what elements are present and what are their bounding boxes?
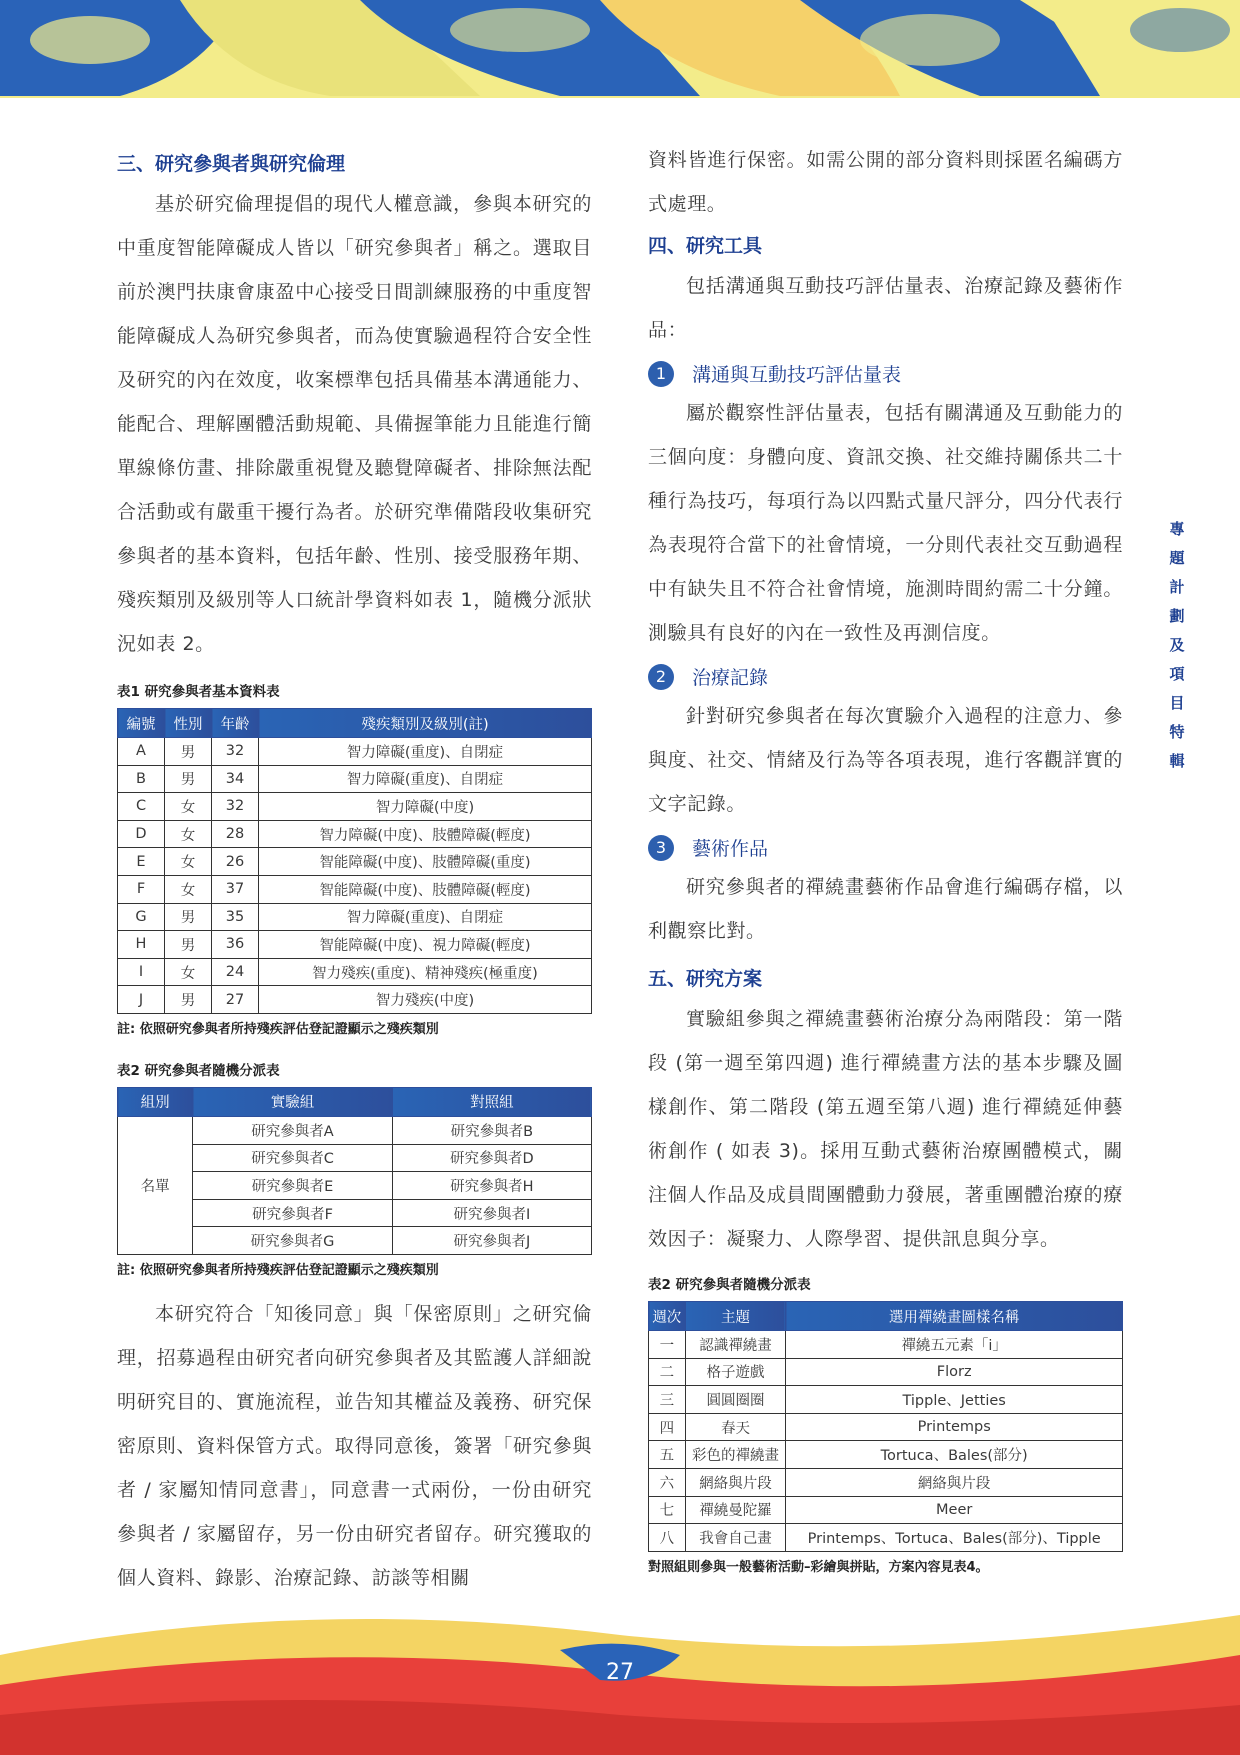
table-cell: 格子遊戲 [685, 1358, 786, 1386]
table1-caption: 表1 研究參與者基本資料表 [117, 684, 280, 700]
table-cell: 智力障礙(重度)、自閉症 [259, 903, 592, 931]
sidebar-char: 專 [1169, 520, 1185, 538]
table2-note: 註: 依照研究參與者所持殘疾評估登記證顯示之殘疾類別 [117, 1262, 439, 1278]
table-row [649, 1524, 1123, 1552]
table1-note: 註: 依照研究參與者所持殘疾評估登記證顯示之殘疾類別 [117, 1021, 439, 1037]
table-cell: 一 [649, 1331, 686, 1359]
table-cell: 35 [212, 903, 259, 931]
consent-paragraph: 本研究符合「知後同意」與「保密原則」之研究倫理，招募過程由研究者向研究參與者及其監護人詳細說明研究目的、實施流程，並告知其權益及義務、研究保密原則、資料保管方式。取得同意後，簽署「研究參與者 / 家屬知情同意書」，同意書一式兩份，一份由研究參與者 / 家屬留存，另一份由研究者留存。研究獲取的個人資料、錄影、治療記錄、訪談等相關 [117, 1302, 592, 1589]
table-cell: 智力殘疾(中度) [259, 986, 592, 1014]
table-cell: 研究參與者J [392, 1227, 591, 1255]
table-cell: 五 [649, 1441, 686, 1469]
table-cell: 男 [165, 903, 212, 931]
section3-paragraph: 基於研究倫理提倡的現代人權意識，參與本研究的中重度智能障礙成人皆以「研究參與者」稱之。選取目前於澳門扶康會康盈中心接受日間訓練服務的中重度智能障礙成人為研究參與者，而為使實驗過程符合安全性及研究的內在效度，收案標準包括具備基本溝通能力、能配合、理解團體活動規範、具備握筆能力且能進行簡單線條仿畫、排除嚴重視覺及聽覺障礙者、排除無法配合活動或有嚴重干擾行為者。於研究準備階段收集研究參與者的基本資料，包括年齡、性別、接受服務年期、殘疾類別及級別等人口統計學資料如表 1，隨機分派狀況如表 2。 [117, 193, 592, 655]
table-header-cell: 週次 [649, 1302, 686, 1331]
table-cell: 28 [212, 820, 259, 848]
group-label-cell: 名單 [118, 1116, 193, 1254]
table-cell: G [118, 903, 165, 931]
table-cell: 男 [165, 738, 212, 766]
table-cell: 研究參與者G [193, 1227, 392, 1255]
table-cell: 女 [165, 793, 212, 821]
table-cell: 女 [165, 875, 212, 903]
sidebar-char: 題 [1169, 549, 1185, 567]
table-cell: 禪繞五元素「i」 [786, 1331, 1123, 1359]
sidebar-char: 計 [1169, 578, 1185, 596]
section3-title: 三、研究參與者與研究倫理 [117, 153, 346, 175]
table-cell: 智力殘疾(重度)、精神殘疾(極重度) [259, 958, 592, 986]
table-cell: 四 [649, 1413, 686, 1441]
table-cell: 八 [649, 1524, 686, 1552]
section5-paragraph: 實驗組參與之禪繞畫藝術治療分為兩階段：第一階段 (第一週至第四週) 進行禪繞畫方法的基本步驟及圖樣創作、第二階段 (第五週至第八週) 進行禪繞延伸藝術創作 ( 如表 3)。採用互動式藝術治療團體模式，關注個人作品及成員間團體動力發展，著重團體治療的療效因子：凝聚力、人際學習、提供訊息與分享。 [648, 1008, 1123, 1250]
table-row [649, 1358, 1123, 1386]
table-cell: 智能障礙(中度)、肢體障礙(輕度) [259, 875, 592, 903]
participant-table [117, 708, 592, 1014]
table-cell: Printemps、Tortuca、Bales(部分)、Tipple [786, 1524, 1123, 1552]
table-cell: 32 [212, 793, 259, 821]
table-row [649, 1468, 1123, 1496]
table-cell: B [118, 765, 165, 793]
sidebar-char: 特 [1169, 723, 1185, 741]
table-cell: Tipple、Jetties [786, 1386, 1123, 1414]
table-row [649, 1413, 1123, 1441]
continued-paragraph: 資料皆進行保密。如需公開的部分資料則採匿名編碼方式處理。 [648, 149, 1123, 215]
table-row [118, 986, 592, 1014]
table-cell: 彩色的禪繞畫 [685, 1441, 786, 1469]
table-cell: Florz [786, 1358, 1123, 1386]
table-cell: 女 [165, 820, 212, 848]
table-cell: 圓圓圈圈 [685, 1386, 786, 1414]
tool3-heading [648, 834, 1123, 861]
table-cell: 智力障礙(中度) [259, 793, 592, 821]
table-cell: 研究參與者D [392, 1144, 591, 1172]
table-cell: Meer [786, 1496, 1123, 1524]
table-cell: 研究參與者B [392, 1116, 591, 1144]
number-badge-3: 3 [648, 835, 674, 861]
left-column [117, 150, 592, 1600]
table-row [118, 848, 592, 876]
table-row [118, 765, 592, 793]
table-cell: A [118, 738, 165, 766]
table-cell: 研究參與者A [193, 1116, 392, 1144]
program-table [648, 1301, 1123, 1552]
table2-caption: 表2 研究參與者隨機分派表 [117, 1062, 280, 1079]
table-cell: J [118, 986, 165, 1014]
tool1-title: 溝通與互動技巧評估量表 [692, 364, 902, 386]
sidebar-char: 輯 [1169, 752, 1185, 770]
assignment-table [117, 1087, 592, 1255]
table-cell: D [118, 820, 165, 848]
table-cell: 智力障礙(中度)、肢體障礙(輕度) [259, 820, 592, 848]
table-cell: 24 [212, 958, 259, 986]
table-cell: 女 [165, 848, 212, 876]
table-header-cell: 選用禪繞畫圖樣名稱 [786, 1302, 1123, 1331]
table-cell: 三 [649, 1386, 686, 1414]
table-cell: 春天 [685, 1413, 786, 1441]
sidebar-label [1165, 518, 1189, 779]
sidebar-char: 及 [1169, 636, 1185, 654]
table-cell: Printemps [786, 1413, 1123, 1441]
table-cell: 研究參與者C [193, 1144, 392, 1172]
table-header-cell: 實驗組 [193, 1087, 392, 1116]
table3-caption: 表2 研究參與者隨機分派表 [648, 1277, 811, 1293]
number-badge-2: 2 [648, 664, 674, 690]
table-cell: 男 [165, 765, 212, 793]
table-cell: 37 [212, 875, 259, 903]
table-cell: 智力障礙(重度)、自閉症 [259, 738, 592, 766]
table-row [118, 958, 592, 986]
table-cell: H [118, 931, 165, 959]
table-header-cell: 組別 [118, 1087, 193, 1116]
table-row [118, 1116, 592, 1144]
table-row [118, 738, 592, 766]
sidebar-char: 劃 [1169, 607, 1185, 625]
table-row [649, 1496, 1123, 1524]
leaf-banner [0, 0, 1240, 98]
table-row [649, 1331, 1123, 1359]
section4-title: 四、研究工具 [648, 235, 763, 257]
table-row [118, 820, 592, 848]
table-row [649, 1441, 1123, 1469]
tool3-paragraph: 研究參與者的禪繞畫藝術作品會進行編碼存檔，以利觀察比對。 [648, 876, 1123, 942]
table-cell: 研究參與者F [193, 1199, 392, 1227]
table-header-cell: 性別 [165, 709, 212, 738]
tool2-paragraph: 針對研究參與者在每次實驗介入過程的注意力、參與度、社交、情緒及行為等各項表現，進行客觀詳實的文字記錄。 [648, 705, 1123, 815]
tool1-paragraph: 屬於觀察性評估量表，包括有關溝通及互動能力的三個向度：身體向度、資訊交換、社交維持關係共二十種行為技巧，每項行為以四點式量尺評分，四分代表行為表現符合當下的社會情境，一分則代表社交互動過程中有缺失且不符合社會情境，施測時間約需二十分鐘。測驗具有良好的內在一致性及再測信度。 [648, 402, 1123, 644]
table-row [118, 931, 592, 959]
table-cell: 26 [212, 848, 259, 876]
table-header-cell: 對照組 [392, 1087, 591, 1116]
table-header-cell: 主題 [685, 1302, 786, 1331]
table-cell: 女 [165, 958, 212, 986]
page-number: 27 [606, 1660, 634, 1685]
table-header-cell: 殘疾類別及級別(註) [259, 709, 592, 738]
table-cell: 研究參與者H [392, 1172, 591, 1200]
table-cell: 認識禪繞畫 [685, 1331, 786, 1359]
table-row [118, 875, 592, 903]
table-cell: E [118, 848, 165, 876]
table-header-cell: 年齡 [212, 709, 259, 738]
table-cell: 34 [212, 765, 259, 793]
tool2-heading [648, 663, 1123, 690]
table-cell: 我會自己畫 [685, 1524, 786, 1552]
table-row [118, 793, 592, 821]
tool3-title: 藝術作品 [692, 838, 769, 860]
table-cell: 二 [649, 1358, 686, 1386]
table-cell: 智力障礙(重度)、自閉症 [259, 765, 592, 793]
table-cell: 禪繞曼陀羅 [685, 1496, 786, 1524]
table-cell: C [118, 793, 165, 821]
sidebar-char: 目 [1169, 694, 1185, 712]
section5-title: 五、研究方案 [648, 968, 763, 990]
section4-intro: 包括溝通與互動技巧評估量表、治療記錄及藝術作品： [648, 275, 1123, 341]
number-badge-1: 1 [648, 361, 674, 387]
table-cell: 網絡與片段 [786, 1468, 1123, 1496]
table-cell: 男 [165, 931, 212, 959]
table-cell: 研究參與者E [193, 1172, 392, 1200]
table-cell: 27 [212, 986, 259, 1014]
sidebar-char: 項 [1169, 665, 1185, 683]
table-header-cell: 編號 [118, 709, 165, 738]
table-cell: I [118, 958, 165, 986]
table-cell: 六 [649, 1468, 686, 1496]
table-row [118, 903, 592, 931]
table-cell: 32 [212, 738, 259, 766]
table-cell: 男 [165, 986, 212, 1014]
table-row [649, 1386, 1123, 1414]
tool2-title: 治療記錄 [692, 667, 769, 689]
table-cell: 七 [649, 1496, 686, 1524]
table-cell: 智能障礙(中度)、視力障礙(輕度) [259, 931, 592, 959]
tool1-heading [648, 360, 1123, 387]
table-cell: 36 [212, 931, 259, 959]
table-cell: 智能障礙(中度)、肢體障礙(重度) [259, 848, 592, 876]
table-cell: F [118, 875, 165, 903]
table-cell: 研究參與者I [392, 1199, 591, 1227]
right-column [648, 138, 1123, 1575]
table3-note: 對照組則參與一般藝術活動–彩繪與拼貼，方案內容見表4。 [648, 1559, 989, 1575]
table-cell: 網絡與片段 [685, 1468, 786, 1496]
table-cell: Tortuca、Bales(部分) [786, 1441, 1123, 1469]
